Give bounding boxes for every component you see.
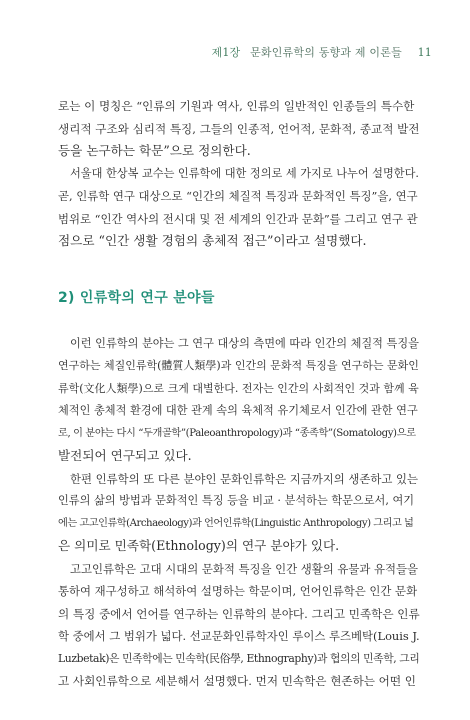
chapter-title: 문화인류학의 동향과 제 이론들	[250, 46, 402, 59]
text-line: 범위로 “인간 역사의 전시대 및 전 세계의 인간과 문화”를 그리고 연구 관	[58, 211, 418, 226]
text-line: 체적인 총체적 환경에 대한 관계 속의 육체적 유기체로서 인간에 관한 연구	[58, 404, 418, 417]
text-line: 통하여 재구성하고 해석하여 설명하는 학문이며, 언어인류학은 인간 문화	[58, 584, 418, 598]
text-line: 학 중에서 그 범위가 넓다. 선교문화인류학자인 루이스 루즈베탁(Louis J.	[58, 629, 420, 643]
paragraph-archaeology-linguistics	[58, 558, 420, 693]
text-line: 류학(文化人類學)으로 크게 대별한다. 전자는 인간의 사회적인 것과 함께 육	[58, 381, 419, 395]
text-line: 인류의 삶의 방법과 문화적인 특징 등을 비교 · 분석하는 학문으로서, 여기	[58, 494, 415, 507]
text-line: 점으로 “인간 생활 경험의 총체적 접근”이라고 설명했다.	[58, 233, 367, 248]
section-heading: 2) 인류학의 연구 분야들	[58, 289, 215, 306]
text-line: 고 사회인류학으로 세분해서 설명했다. 먼저 민속학은 현존하는 어떤 인	[58, 674, 416, 688]
text-line: 생리적 구조와 심리적 특징, 그들의 인종적, 언어적, 문화적, 종교적 발전	[58, 121, 420, 136]
paragraph-han-definition	[58, 163, 420, 253]
paragraph-cultural-anthropology	[58, 468, 420, 558]
text-line: 발전되어 연구되고 있다.	[58, 448, 192, 463]
page-number: 11	[417, 46, 432, 59]
text-line: 등을 논구하는 학문”으로 정의한다.	[58, 143, 251, 158]
running-header	[212, 44, 433, 60]
chapter-label: 제1장	[211, 46, 241, 59]
text-line: 서울대 한상복 교수는 인류학에 대한 정의로 세 가지로 나누어 설명한다.	[70, 166, 419, 180]
text-line: Luzbetak)은 민족학에는 민속학(民俗學, Ethnography)과 협의의 민족학, 그리	[58, 651, 420, 665]
text-line: 이런 인류학의 분야는 그 연구 대상의 측면에 따라 인간의 체질적 특징을	[70, 336, 419, 350]
page-body	[58, 95, 420, 693]
text-line: 곧, 인류학 연구 대상으로 “인간의 체질적 특징과 문화적인 특징”을, 연구	[58, 189, 418, 203]
text-line: 에는 고고인류학(Archaeology)과 언어인류학(Linguistic Anthropology) 그리고 넓	[58, 517, 414, 529]
paragraph-fields-overview	[58, 333, 420, 468]
text-line: 한편 인류학의 또 다른 분야인 문화인류학은 지금까지의 생존하고 있는	[70, 471, 419, 486]
text-line: 의 특징 중에서 언어를 연구하는 인류학의 분야다. 그리고 민족학은 인류	[58, 606, 420, 621]
text-line: 고고인류학은 고대 시대의 문화적 특징을 인간 생활의 유물과 유적들을	[70, 561, 419, 576]
text-line: 은 의미로 민족학(Ethnology)의 연구 분야가 있다.	[58, 538, 340, 553]
text-line: 로는 이 명칭은 “인류의 기원과 역사, 인류의 일반적인 인종들의 특수한	[58, 99, 415, 113]
text-line: 로, 이 분야는 다시 “두개골학”(Paleoanthropology)과 “종족학”(Somatology)으로	[58, 427, 416, 439]
text-line: 연구하는 체질인류학(體質人類學)과 인간의 문화적 특징을 연구하는 문화인	[58, 359, 419, 372]
paragraph-definition-cont	[58, 95, 420, 163]
